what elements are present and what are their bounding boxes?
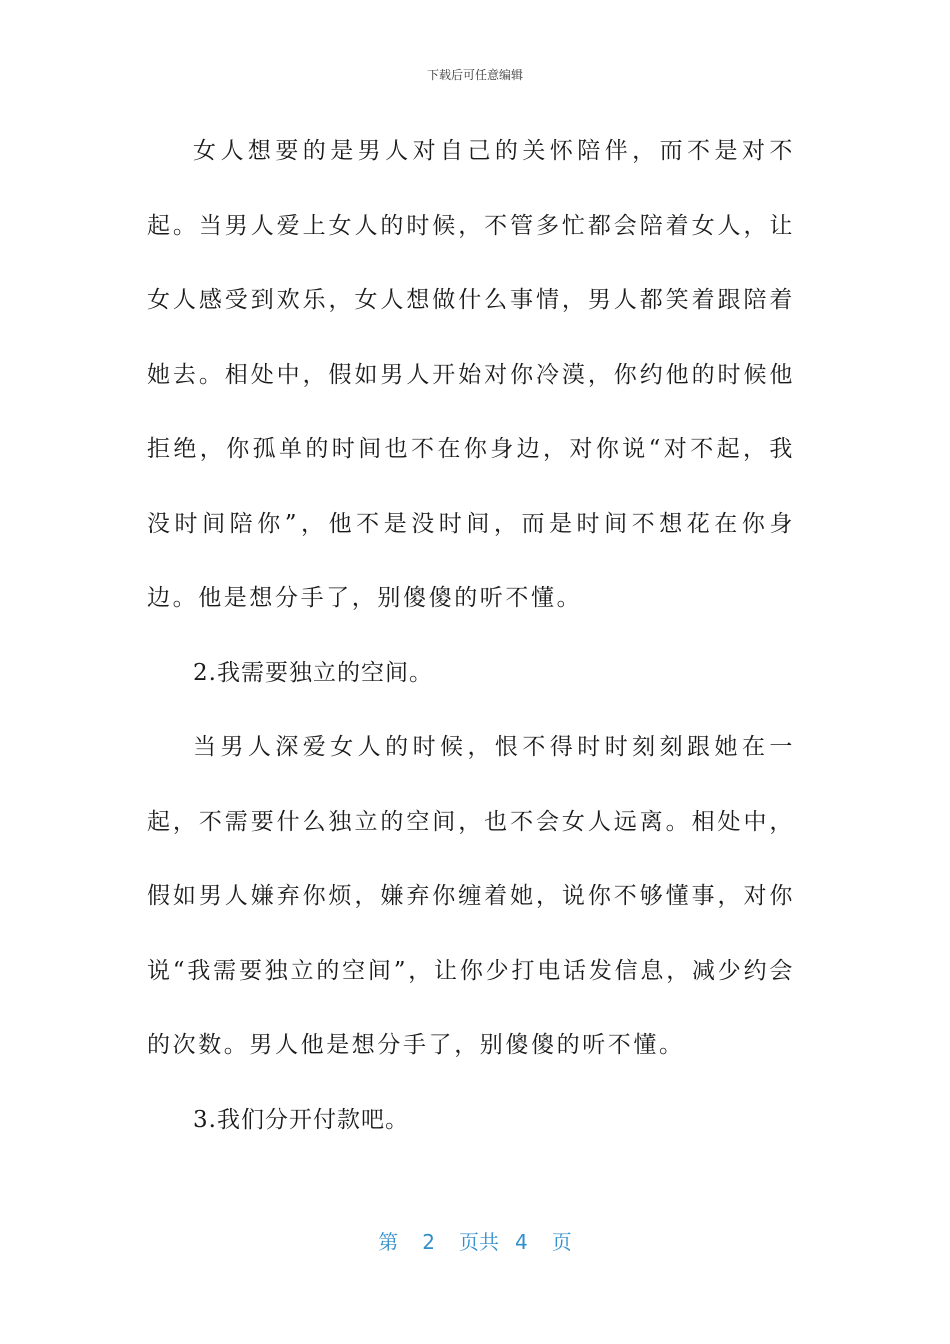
page-header-note: 下载后可任意编辑 <box>426 68 523 82</box>
paragraph: 女人想要的是男人对自己的关怀陪伴，而不是对不起。当男人爱上女人的时候，不管多忙都会陪着女人，让女人感受到欢乐，女人想做什么事情，男人都笑着跟陪着她去。相处中，假如男人开始对你冷漠，你约他的时候他拒绝，你孤单的时间也不在你身边，对你说“对不起，我没时间陪你”，他不是没时间，而是时间不想花在你身边。他是想分手了，别傻傻的听不懂。 <box>147 138 795 611</box>
footer-total-pages: 4 <box>515 1230 528 1254</box>
document-body <box>147 114 795 1157</box>
paragraph: 当男人深爱女人的时候，恨不得时时刻刻跟她在一起，不需要什么独立的空间，也不会女人远离。相处中，假如男人嫌弃你烦，嫌弃你缠着她，说你不够懂事，对你说“我需要独立的空间”，让你少打电话发信息，减少约会的次数。男人他是想分手了，别傻傻的听不懂。 <box>147 734 795 1058</box>
footer-prefix: 第 <box>378 1230 399 1254</box>
numbered-heading: 3.我们分开付款吧。 <box>193 1106 409 1133</box>
footer-suffix: 页 <box>551 1230 572 1254</box>
numbered-heading: 2.我需要独立的空间。 <box>193 659 433 686</box>
footer-middle: 页共 <box>459 1230 499 1254</box>
page-footer <box>0 1226 950 1255</box>
footer-current-page: 2 <box>422 1230 435 1254</box>
